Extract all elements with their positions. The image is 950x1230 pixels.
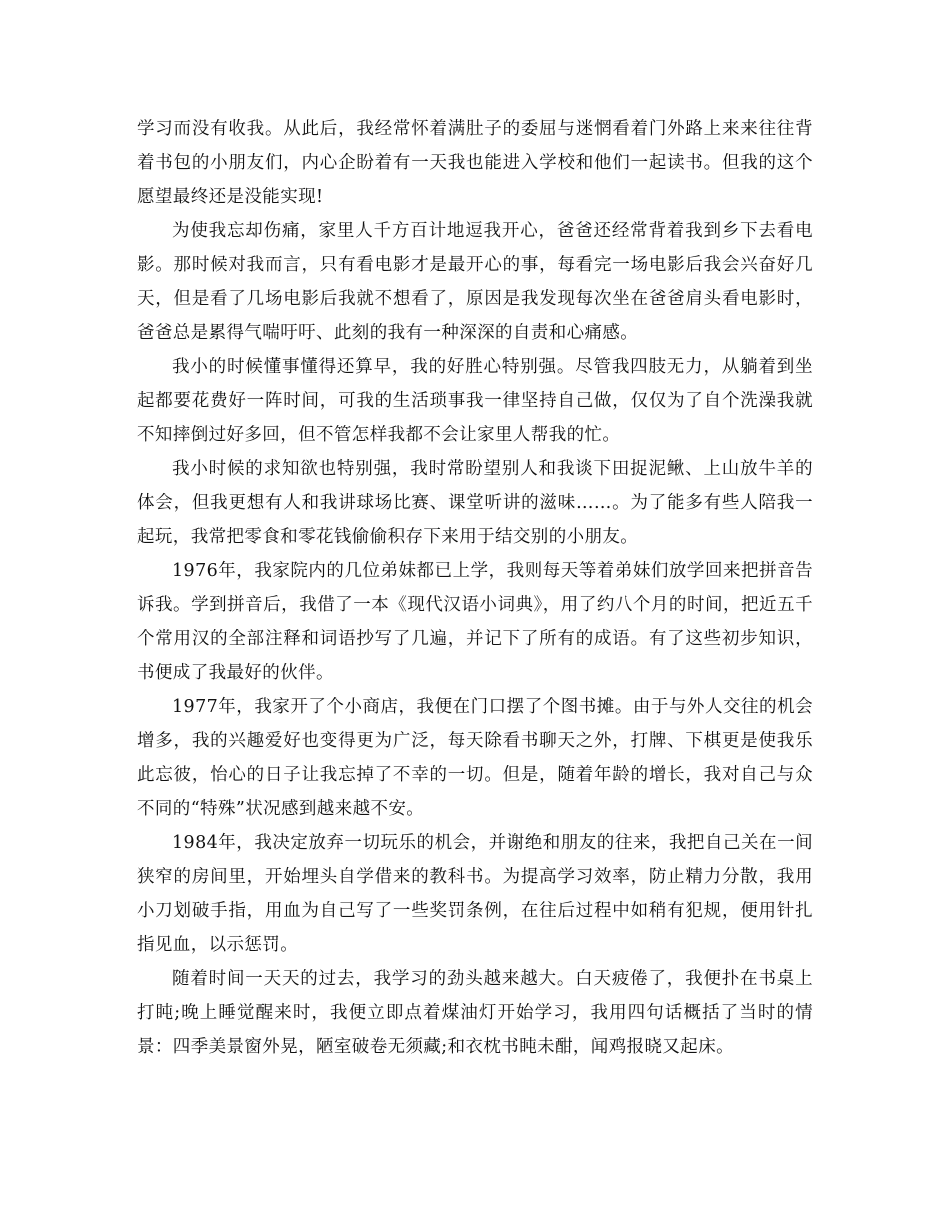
paragraph-6: 1977年，我家开了个小商店，我便在门口摆了个图书摊。由于与外人交往的机会增多，我的兴趣爱好也变得更为广泛，每天除看书聊天之外，打牌、下棋更是使我乐此忘彼，怡心的日子让我忘掉了不幸的一切。但是，随着年龄的增长，我对自己与众不同的“特殊”状况感到越来越不安。 [137,697,813,819]
paragraph-4: 我小时候的求知欲也特别强，我时常盼望别人和我谈下田捉泥鳅、上山放牛羊的体会，但我更想有人和我讲球场比赛、课堂听讲的滋味……。为了能多有些人陪我一起玩，我常把零食和零花钱偷偷积存下来用于结交别的小朋友。 [137,459,813,547]
paragraph-5: 1976年，我家院内的几位弟妹都已上学，我则每天等着弟妹们放学回来把拼音告诉我。学到拼音后，我借了一本《现代汉语小词典》，用了约八个月的时间，把近五千个常用汉的全部注释和词语抄写了几遍，并记下了所有的成语。有了这些初步知识，书便成了我最好的伙伴。 [137,561,813,683]
paragraph-1: 学习而没有收我。从此后，我经常怀着满肚子的委屈与迷惘看着门外路上来来往往背着书包的小朋友们，内心企盼着有一天我也能进入学校和他们一起读书。但我的这个愿望最终还是没能实现! [137,119,813,207]
paragraph-2: 为使我忘却伤痛，家里人千方百计地逗我开心，爸爸还经常背着我到乡下去看电影。那时候对我而言，只有看电影才是最开心的事，每看完一场电影后我会兴奋好几天，但是看了几场电影后我就不想看了，原因是我发现每次坐在爸爸肩头看电影时，爸爸总是累得气喘吁吁、此刻的我有一种深深的自责和心痛感。 [137,221,813,343]
paragraph-7: 1984年，我决定放弃一切玩乐的机会，并谢绝和朋友的往来，我把自己关在一间狭窄的房间里，开始埋头自学借来的教科书。为提高学习效率，防止精力分散，我用小刀划破手指，用血为自己写了一些奖罚条例，在往后过程中如稍有犯规，便用针扎指见血，以示惩罚。 [137,833,813,955]
paragraph-8: 随着时间一天天的过去，我学习的劲头越来越大。白天疲倦了，我便扑在书桌上打盹;晚上睡觉醒来时，我便立即点着煤油灯开始学习，我用四句话概括了当时的情景：四季美景窗外晃，陋室破卷无须藏;和衣枕书盹未酣，闻鸡报晓又起床。 [137,969,813,1057]
paragraph-3: 我小的时候懂事懂得还算早，我的好胜心特别强。尽管我四肢无力，从躺着到坐起都要花费好一阵时间，可我的生活琐事我一律坚持自己做，仅仅为了自个洗澡我就不知摔倒过好多回，但不管怎样我都不会让家里人帮我的忙。 [137,357,813,445]
document-body [137,112,813,1064]
